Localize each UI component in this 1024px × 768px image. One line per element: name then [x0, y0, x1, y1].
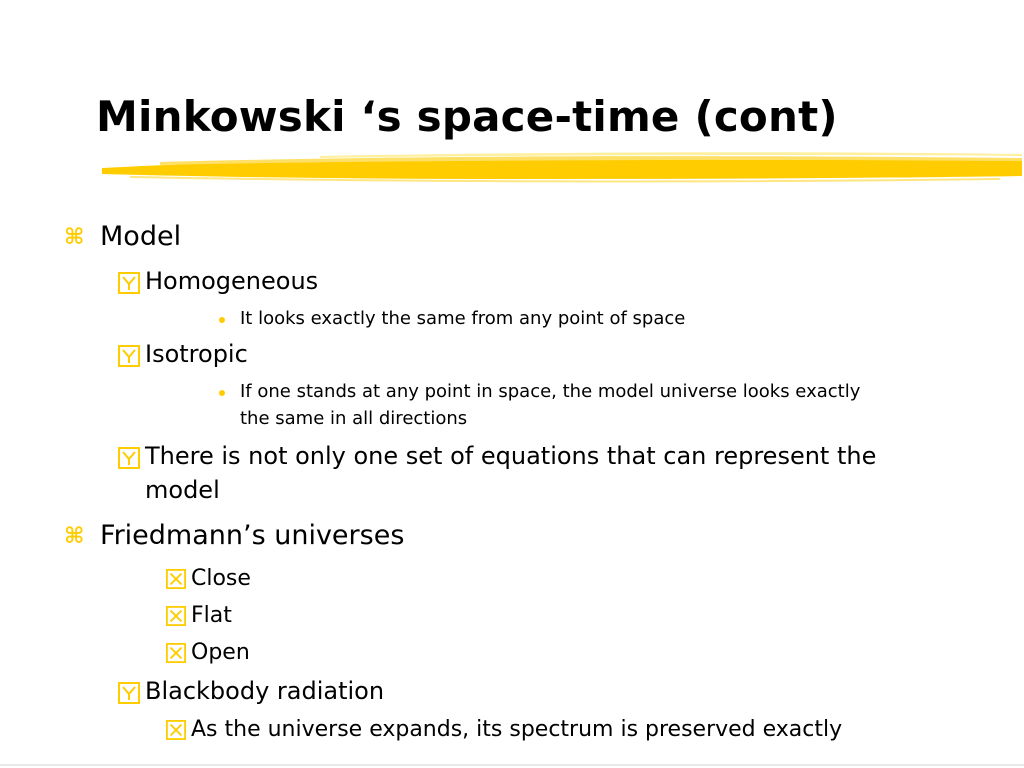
bullet-open: Open [191, 640, 250, 665]
bullet-dot-icon [219, 317, 225, 323]
bullet-spectrum: As the universe expands, its spectrum is preserved exactly [191, 717, 843, 742]
bullet-blackbody: Blackbody radiation [145, 677, 385, 705]
checkbox-x-icon [166, 643, 186, 663]
bullet-model: Model [100, 221, 182, 252]
checkbox-x-icon [166, 606, 186, 626]
bullet-isotropic-desc-line1: If one stands at any point in space, the model universe looks exactly [240, 381, 861, 402]
bullet-homogeneous: Homogeneous [145, 267, 319, 295]
checkbox-y-icon [118, 272, 140, 294]
slide-title: Minkowski ‘s space-time (cont) [96, 92, 838, 141]
checkbox-y-icon [118, 345, 140, 367]
bullet-equations-line2: model [145, 476, 220, 504]
bullet-close: Close [191, 566, 251, 591]
bullet-homogeneous-desc: It looks exactly the same from any point of space [240, 308, 686, 329]
bullet-friedmann: Friedmann’s universes [100, 520, 405, 551]
checkbox-y-icon [118, 682, 140, 704]
bullet-isotropic-desc-line2: the same in all directions [240, 408, 468, 429]
checkbox-x-icon [166, 720, 186, 740]
bullet-equations-line1: There is not only one set of equations that can represent the [145, 442, 877, 470]
bullet-isotropic: Isotropic [145, 340, 248, 368]
checkbox-y-icon [118, 447, 140, 469]
bullet-dot-icon [219, 390, 225, 396]
bullet-flat: Flat [191, 603, 232, 628]
command-key-icon: ⌘ [64, 524, 85, 549]
title-underline-brush-stroke [100, 148, 1024, 186]
checkbox-x-icon [166, 569, 186, 589]
command-key-icon: ⌘ [64, 225, 85, 250]
slide-bottom-divider [0, 764, 1024, 766]
